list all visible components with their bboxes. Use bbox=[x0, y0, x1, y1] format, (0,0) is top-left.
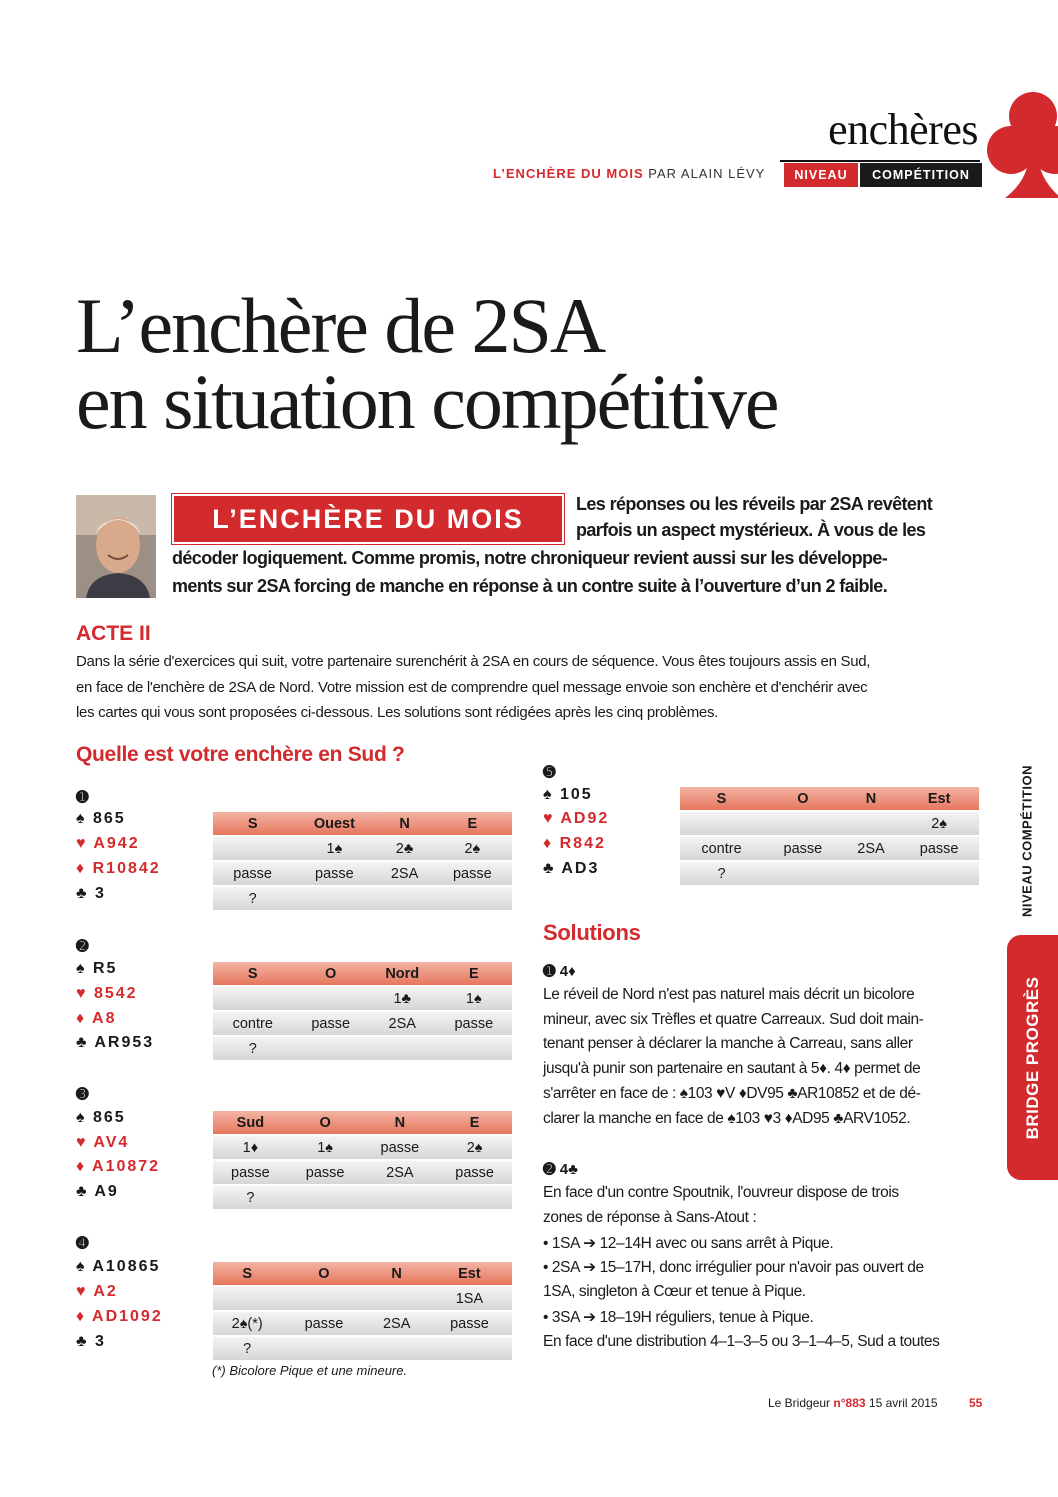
intro-line: Les réponses ou les réveils par 2SA revêtent bbox=[576, 494, 933, 514]
bid-header: Sud bbox=[213, 1111, 288, 1136]
bid-cell: 1♠ bbox=[292, 837, 376, 862]
bid-cell: passe bbox=[213, 1161, 288, 1186]
section-title: enchères bbox=[828, 105, 978, 154]
bid-cell: 2SA bbox=[369, 1012, 436, 1037]
bid-cell: ? bbox=[213, 1037, 293, 1062]
solution-line: Le réveil de Nord n'est pas naturel mais décrit un bicolore bbox=[543, 986, 915, 1003]
page-footer bbox=[768, 1396, 938, 1410]
bidding-table bbox=[680, 787, 979, 887]
side-level-text: NIVEAU COMPÉTITION bbox=[1019, 764, 1035, 918]
bid-cell: passe bbox=[763, 837, 843, 862]
solution-line: mineur, avec six Trèfles et quatre Carreaux. Sud doit main- bbox=[543, 1011, 924, 1028]
side-magazine-text: BRIDGE PROGRÈS bbox=[1022, 976, 1042, 1139]
bid-cell: contre bbox=[213, 1012, 293, 1037]
problem-number: ➍ bbox=[76, 1235, 89, 1252]
footer-magazine: Le Bridgeur bbox=[768, 1396, 831, 1410]
hand-clubs: ♣ 3 bbox=[76, 1333, 106, 1350]
hand-spades: ♠ A10865 bbox=[76, 1258, 161, 1275]
bid-header: S bbox=[213, 1262, 281, 1287]
bid-header: N bbox=[363, 1111, 438, 1136]
bid-cell: 2♠(*) bbox=[213, 1312, 281, 1337]
bid-cell: contre bbox=[680, 837, 763, 862]
bid-header: S bbox=[213, 812, 292, 837]
bid-cell: 1♠ bbox=[436, 987, 512, 1012]
hand-hearts: ♥ A942 bbox=[76, 835, 140, 852]
bid-cell: passe bbox=[433, 862, 512, 887]
solution-2-heading: ➋ 4♣ bbox=[543, 1161, 578, 1178]
hand-diamonds: ♦ AD1092 bbox=[76, 1308, 163, 1325]
bid-cell: ? bbox=[680, 862, 763, 887]
bid-cell: passe bbox=[427, 1312, 512, 1337]
bid-header: Est bbox=[427, 1262, 512, 1287]
bid-cell bbox=[437, 1186, 512, 1211]
hand-hearts: ♥ AD92 bbox=[543, 810, 610, 827]
hand-diamonds: ♦ R842 bbox=[543, 835, 606, 852]
bid-cell: passe bbox=[213, 862, 292, 887]
solution-line: s'arrêter en face de : ♠103 ♥V ♦DV95 ♣AR10852 et de dé- bbox=[543, 1085, 921, 1102]
solution-line: • 3SA ➔ 18–19H réguliers, tenue à Pique. bbox=[543, 1309, 814, 1326]
bid-cell bbox=[213, 987, 293, 1012]
bid-cell: 1SA bbox=[427, 1287, 512, 1312]
bid-cell bbox=[843, 862, 899, 887]
article-title bbox=[76, 282, 1016, 445]
bid-header: O bbox=[281, 1262, 366, 1287]
solutions-heading: Solutions bbox=[543, 920, 641, 945]
problem-number: ➌ bbox=[76, 1086, 89, 1103]
bid-cell: ? bbox=[213, 887, 292, 912]
bid-cell bbox=[292, 887, 376, 912]
problem-number: ➊ bbox=[76, 789, 89, 806]
bid-cell bbox=[367, 1287, 427, 1312]
solution-line: En face d'un contre Spoutnik, l'ouvreur dispose de trois bbox=[543, 1184, 899, 1201]
bidding-table bbox=[213, 962, 512, 1062]
bid-cell: passe bbox=[293, 1012, 369, 1037]
bid-cell bbox=[763, 862, 843, 887]
bid-header: Nord bbox=[369, 962, 436, 987]
hand-hearts: ♥ 8542 bbox=[76, 985, 138, 1002]
bid-cell bbox=[281, 1337, 366, 1362]
intro-line: ments sur 2SA forcing de manche en réponse à un contre suite à l’ouverture d’un 2 faible. bbox=[172, 576, 888, 596]
bid-cell bbox=[213, 1287, 281, 1312]
bidding-table bbox=[213, 1111, 512, 1211]
bid-cell: 1♦ bbox=[213, 1136, 288, 1161]
bid-cell bbox=[288, 1186, 363, 1211]
hand-hearts: ♥ AV4 bbox=[76, 1134, 130, 1151]
level-badge: NIVEAU bbox=[784, 163, 858, 187]
page-number: 55 bbox=[969, 1396, 983, 1410]
bid-cell bbox=[376, 887, 432, 912]
solution-line: • 1SA ➔ 12–14H avec ou sans arrêt à Pique. bbox=[543, 1235, 834, 1252]
bid-header: O bbox=[763, 787, 843, 812]
bid-cell bbox=[293, 987, 369, 1012]
bid-cell: passe bbox=[292, 862, 376, 887]
bid-cell bbox=[367, 1337, 427, 1362]
footer-date: 15 avril 2015 bbox=[868, 1396, 938, 1410]
solution-line: jusqu'à punir son partenaire en sautant à 5♦. 4♦ permet de bbox=[543, 1060, 921, 1077]
bid-cell: 1♣ bbox=[369, 987, 436, 1012]
bid-cell bbox=[843, 812, 899, 837]
header-rule bbox=[780, 160, 980, 162]
hand-diamonds: ♦ A8 bbox=[76, 1010, 117, 1027]
bid-cell: passe bbox=[437, 1161, 512, 1186]
bid-cell: passe bbox=[436, 1012, 512, 1037]
hand-spades: ♠ R5 bbox=[76, 960, 118, 977]
solution-line: clarer la manche en face de ♠103 ♥3 ♦AD95 ♣ARV1052. bbox=[543, 1110, 911, 1127]
table-footnote: (*) Bicolore Pique et une mineure. bbox=[212, 1363, 408, 1378]
problem-number: ➋ bbox=[76, 938, 89, 955]
bid-cell bbox=[363, 1186, 438, 1211]
solution-line: tenant penser à déclarer la manche à Carreau, sans aller bbox=[543, 1035, 913, 1052]
hand-clubs: ♣ 3 bbox=[76, 885, 106, 902]
bid-cell bbox=[281, 1287, 366, 1312]
hand-spades: ♠ 865 bbox=[76, 1109, 126, 1126]
bid-cell: 2SA bbox=[376, 862, 432, 887]
level-value-badge: COMPÉTITION bbox=[860, 163, 982, 187]
side-level-label bbox=[1018, 756, 1036, 926]
title-line-1: L’enchère de 2SA bbox=[76, 282, 605, 369]
solution-line: 1SA, singleton à Cœur et tenue à Pique. bbox=[543, 1283, 806, 1300]
title-line-2: en situation compétitive bbox=[76, 358, 778, 445]
solution-line: En face d'une distribution 4–1–3–5 ou 3–1–4–5, Sud a toutes bbox=[543, 1333, 940, 1350]
bid-header: Ouest bbox=[292, 812, 376, 837]
bid-cell bbox=[763, 812, 843, 837]
bid-cell: 2♠ bbox=[433, 837, 512, 862]
bid-cell bbox=[433, 887, 512, 912]
bid-header: N bbox=[843, 787, 899, 812]
section-heading: ACTE II bbox=[76, 622, 151, 645]
bid-header: Est bbox=[899, 787, 979, 812]
hand-hearts: ♥ A2 bbox=[76, 1283, 118, 1300]
bid-header: N bbox=[367, 1262, 427, 1287]
bidding-table bbox=[213, 1262, 512, 1362]
bid-cell: ? bbox=[213, 1186, 288, 1211]
rubric-label: L’ENCHÈRE DU MOIS bbox=[493, 166, 644, 181]
bid-cell: 2♣ bbox=[376, 837, 432, 862]
hand-spades: ♠ 105 bbox=[543, 786, 593, 803]
hand-clubs: ♣ A9 bbox=[76, 1183, 119, 1200]
body-line: les cartes qui vous sont proposées ci-dessous. Les solutions sont rédigées après les cinq problèmes. bbox=[76, 704, 719, 721]
bid-header: S bbox=[680, 787, 763, 812]
bid-cell: ? bbox=[213, 1337, 281, 1362]
author-label: PAR ALAIN LÉVY bbox=[648, 166, 766, 181]
bid-header: S bbox=[213, 962, 293, 987]
hand-clubs: ♣ AD3 bbox=[543, 860, 600, 877]
bid-cell bbox=[427, 1337, 512, 1362]
bid-cell: passe bbox=[363, 1136, 438, 1161]
solution-1-heading: ➊ 4♦ bbox=[543, 963, 576, 980]
bid-cell: 2SA bbox=[363, 1161, 438, 1186]
side-magazine-tab bbox=[1007, 935, 1058, 1180]
bid-header: E bbox=[433, 812, 512, 837]
bid-cell bbox=[369, 1037, 436, 1062]
bid-cell: 1♠ bbox=[288, 1136, 363, 1161]
hand-diamonds: ♦ A10872 bbox=[76, 1158, 161, 1175]
bid-cell: 2SA bbox=[843, 837, 899, 862]
author-photo bbox=[76, 495, 156, 598]
bid-cell: passe bbox=[281, 1312, 366, 1337]
bid-header: E bbox=[437, 1111, 512, 1136]
bid-cell bbox=[680, 812, 763, 837]
bid-cell: 2♠ bbox=[899, 812, 979, 837]
question-heading: Quelle est votre enchère en Sud ? bbox=[76, 743, 405, 766]
bid-header: O bbox=[288, 1111, 363, 1136]
bid-header: E bbox=[436, 962, 512, 987]
bid-cell: passe bbox=[899, 837, 979, 862]
body-line: en face de l'enchère de 2SA de Nord. Votre mission est de comprendre quel message envoie son enchère et d'enchérir avec bbox=[76, 679, 868, 696]
problem-number: ➎ bbox=[543, 764, 556, 781]
bid-cell bbox=[293, 1037, 369, 1062]
bid-header: O bbox=[293, 962, 369, 987]
bid-cell: 2♠ bbox=[437, 1136, 512, 1161]
footer-issue: n°883 bbox=[833, 1396, 866, 1410]
bidding-table bbox=[213, 812, 512, 912]
solution-line: zones de réponse à Sans-Atout : bbox=[543, 1209, 757, 1226]
body-line: Dans la série d'exercices qui suit, votre partenaire surenchérit à 2SA en cours de séquence. Vous êtes toujours assis en Sud, bbox=[76, 653, 871, 670]
bid-cell: 2SA bbox=[367, 1312, 427, 1337]
bid-cell: passe bbox=[288, 1161, 363, 1186]
intro-line: décoder logiquement. Comme promis, notre chroniqueur revient aussi sur les développe- bbox=[172, 548, 888, 568]
intro-line: parfois un aspect mystérieux. À vous de les bbox=[576, 520, 926, 540]
hand-spades: ♠ 865 bbox=[76, 810, 126, 827]
solution-line: • 2SA ➔ 15–17H, donc irrégulier pour n'avoir pas ouvert de bbox=[543, 1259, 924, 1276]
bid-header: N bbox=[376, 812, 432, 837]
bid-cell bbox=[899, 862, 979, 887]
bid-cell bbox=[436, 1037, 512, 1062]
bid-cell bbox=[213, 837, 292, 862]
byline bbox=[493, 166, 765, 181]
rubric-banner: L’ENCHÈRE DU MOIS bbox=[172, 494, 564, 544]
hand-diamonds: ♦ R10842 bbox=[76, 860, 161, 877]
club-suit-icon bbox=[985, 88, 1058, 200]
hand-clubs: ♣ AR953 bbox=[76, 1034, 155, 1051]
